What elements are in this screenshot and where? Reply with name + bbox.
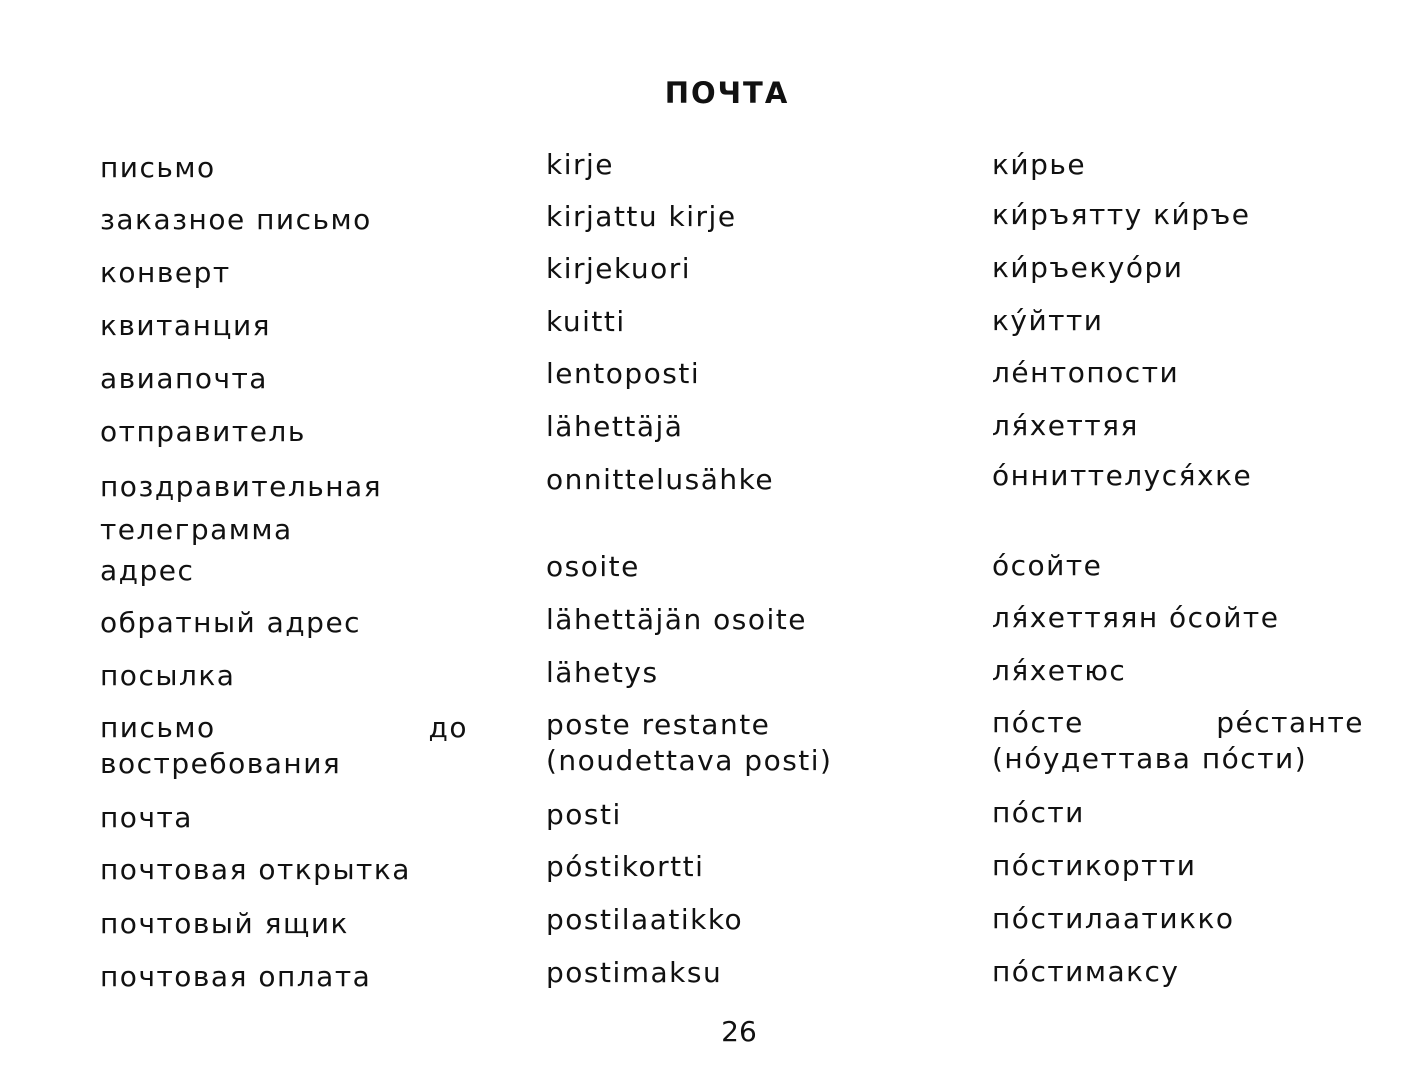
transcription: ку́йтти: [992, 304, 1104, 337]
finnish-term: kirjekuori: [546, 252, 692, 285]
finnish-term: kirjattu kirje: [546, 200, 737, 233]
transcription: ля́хеттяя: [992, 409, 1139, 442]
russian-term: отправитель: [100, 415, 306, 448]
transcription: ки́ръятту ки́ръе: [992, 198, 1251, 231]
finnish-term: kirje: [546, 148, 615, 181]
transcription: о́нниттелуся́хке: [992, 459, 1253, 492]
russian-term: обратный адрес: [100, 606, 362, 639]
russian-term: адрес: [100, 554, 195, 587]
finnish-term: lähettäjä: [546, 410, 684, 443]
page-number: 26: [721, 1015, 757, 1048]
russian-term: письмо: [100, 151, 216, 184]
russian-term: конверт: [100, 256, 231, 289]
finnish-term: lähettäjän osoite: [546, 603, 807, 636]
russian-term: письмо до востребования: [100, 711, 468, 780]
russian-term: поздравительная телеграмма: [100, 470, 383, 546]
transcription: ля́хетюс: [992, 654, 1127, 687]
finnish-term: poste restante (noudettava posti): [546, 708, 833, 777]
finnish-term: postilaatikko: [546, 903, 744, 936]
finnish-term: posti: [546, 798, 622, 831]
transcription: по́сти: [992, 796, 1085, 829]
russian-term: авиапочта: [100, 362, 268, 395]
finnish-term: osoite: [546, 550, 640, 583]
transcription: по́стимаксу: [992, 955, 1180, 988]
transcription: по́стикортти: [992, 849, 1197, 882]
transcription: ля́хеттяян о́сойте: [992, 601, 1280, 634]
transcription: ле́нтопости: [992, 356, 1180, 389]
russian-term: почтовая оплата: [100, 960, 372, 993]
finnish-term: kuitti: [546, 305, 626, 338]
russian-term: почта: [100, 801, 193, 834]
finnish-term: lentoposti: [546, 357, 701, 390]
finnish-term: postimaksu: [546, 956, 723, 989]
page-title: ПОЧТА: [664, 76, 790, 110]
transcription: ки́рье: [992, 148, 1087, 181]
russian-term: почтовая открытка: [100, 853, 411, 886]
finnish-term: póstikortti: [546, 850, 705, 883]
finnish-term: lähetys: [546, 656, 659, 689]
transcription: ки́ръекуо́ри: [992, 251, 1184, 284]
transcription: о́сойте: [992, 549, 1103, 582]
russian-term: заказное письмо: [100, 203, 372, 236]
transcription: по́сте ре́станте (но́удеттава по́сти): [992, 706, 1364, 775]
russian-term: почтовый ящик: [100, 907, 349, 940]
transcription: по́стилаатикко: [992, 902, 1235, 935]
finnish-term: onnittelusähke: [546, 463, 775, 496]
russian-term: квитанция: [100, 309, 271, 342]
russian-term: посылка: [100, 659, 236, 692]
